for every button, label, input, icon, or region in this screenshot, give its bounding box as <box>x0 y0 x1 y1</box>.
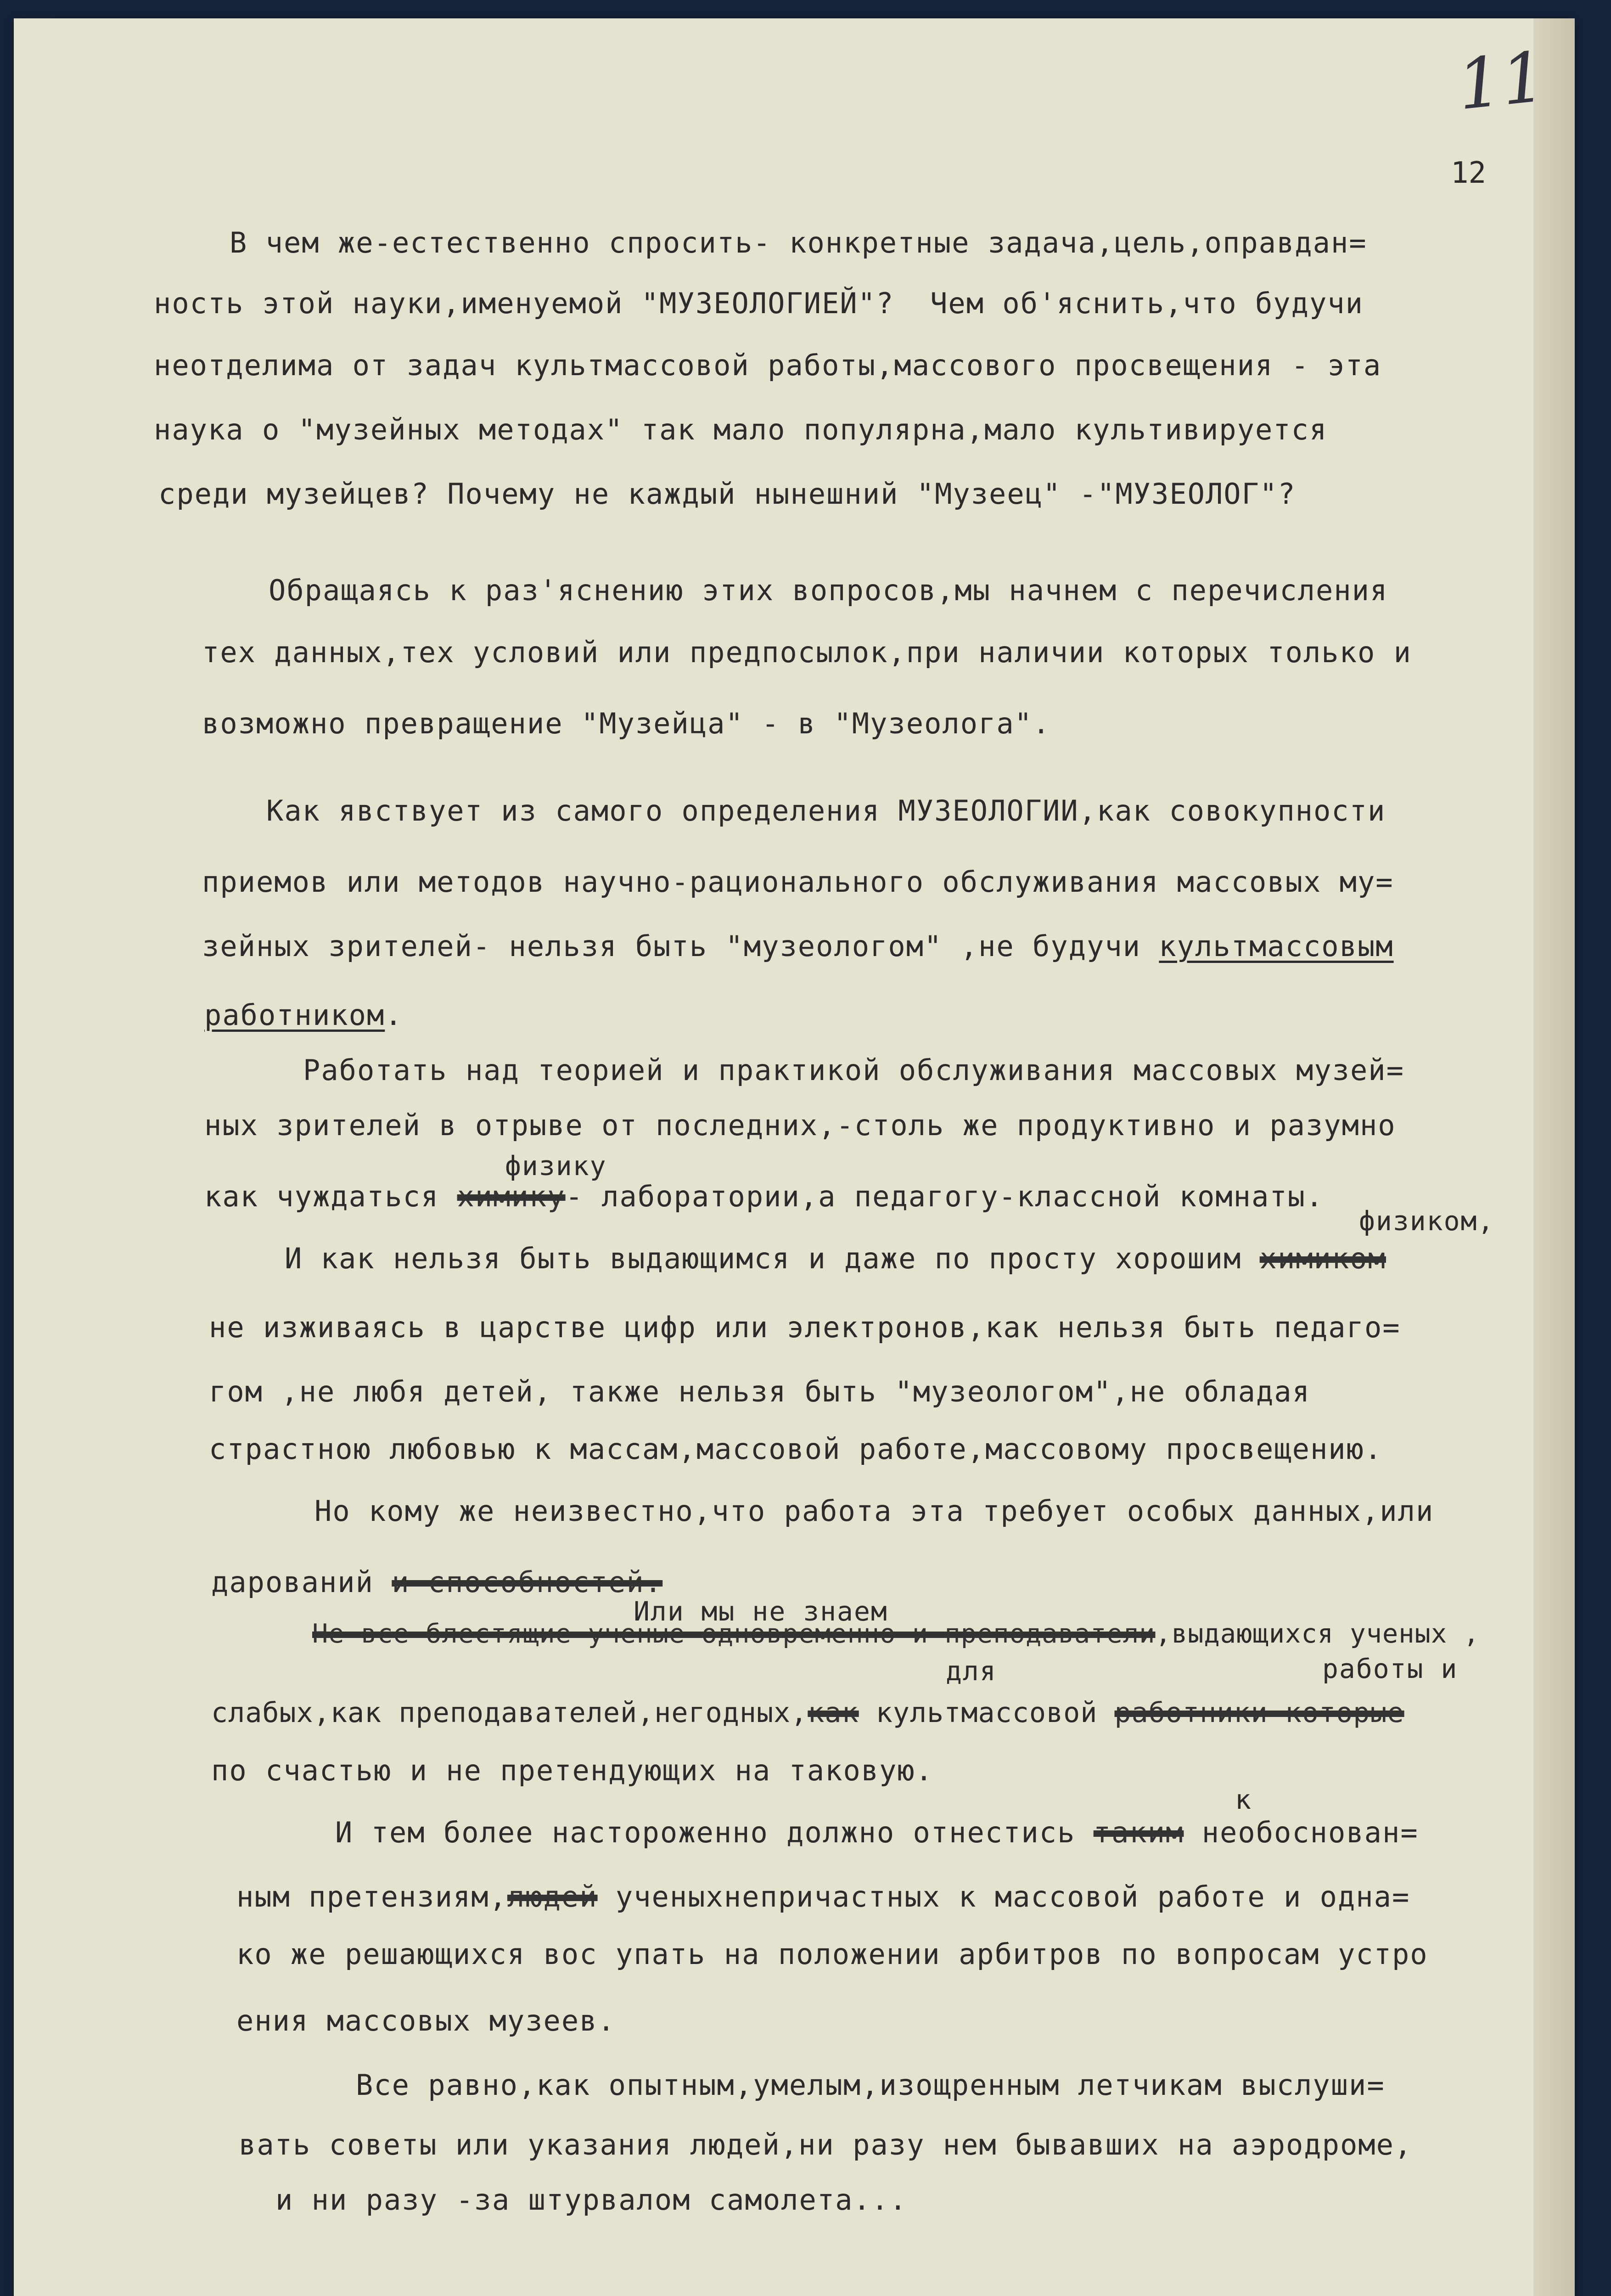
text-line: Обращаясь к раз'яснению этих вопросов,мы начнем с перечисления <box>269 574 1388 607</box>
handwritten-insertion: Или мы не знаем <box>634 1596 888 1627</box>
text-line <box>236 1880 1410 1913</box>
text-line: тех данных,тех условий или предпосылок,при наличии которых только и <box>202 636 1412 669</box>
text-span: - лаборатории,а педагогу-классной комнаты. <box>565 1180 1324 1213</box>
struck-word: и способностей. <box>392 1565 663 1599</box>
text-span: слабых,как преподавателей,негодных, <box>211 1697 808 1729</box>
folio-number: 11 <box>1454 37 1549 126</box>
text-line: вать советы или указания людей,ни разу нем бывавших на аэродроме, <box>239 2128 1413 2161</box>
page-edge <box>1533 18 1575 2296</box>
text-line <box>335 1818 1419 1847</box>
page-number: 12 <box>1451 156 1487 190</box>
underlined-word: культмассовым <box>1159 929 1394 963</box>
underlined-word: работником <box>204 998 385 1032</box>
text-line: ения массовых музеев. <box>236 2004 616 2037</box>
struck-word: химику <box>457 1180 566 1213</box>
handwritten-insertion: физиком, <box>1359 1205 1495 1237</box>
struck-sentence: Не все блестящие ученые одновременно и преподаватели <box>312 1619 1156 1649</box>
text-span: культмассово <box>859 1697 1081 1729</box>
text-span: ученых <box>597 1880 724 1913</box>
handwritten-insertion: к <box>1235 1784 1252 1815</box>
text-line: приемов или методов научно-рационального обслуживания массовых му= <box>202 865 1394 899</box>
struck-word: людей <box>507 1880 598 1913</box>
text-span: ным претензиям, <box>236 1880 507 1913</box>
text-span: И как нельзя быть выдающимся и даже по просту хорошим <box>285 1242 1260 1275</box>
text-line <box>285 1244 1386 1273</box>
text-line: Работать над теорией и практикой обслуживания массовых музей= <box>303 1053 1404 1087</box>
struck-word: химиком <box>1259 1242 1386 1275</box>
text-line: по счастью и не претендующих на таковую. <box>211 1754 934 1787</box>
text-span: ,выдающихся ученых , <box>1155 1619 1480 1649</box>
text-line <box>211 1699 1404 1727</box>
text-span: зейных зрителей- нельзя быть "музеологом" ,не будучи <box>202 929 1159 963</box>
text-line: среди музейцев? Почему не каждый нынешний "Музеец" -"МУЗЕОЛОГ"? <box>158 477 1296 511</box>
text-span: как чуждаться <box>204 1180 457 1213</box>
text-line: гом ,не любя детей, также нельзя быть "музеологом",не обладая <box>209 1375 1310 1408</box>
text-line <box>204 998 403 1032</box>
text-line: В чем же-естественно спросить- конкретные задача,цель,оправдан= <box>230 226 1367 259</box>
handwritten-insertion: для <box>946 1655 997 1687</box>
text-line: наука о "музейных методах" так мало популярна,мало культивируется <box>154 413 1328 446</box>
text-line: Как явствует из самого определения МУЗЕОЛОГИИ,как совокупности <box>266 794 1386 827</box>
struck-word: как <box>808 1697 859 1729</box>
text-span: й <box>1080 1697 1115 1729</box>
text-line: страстною любовью к массам,массовой работе,массовому просвещению. <box>209 1432 1383 1466</box>
text-line <box>202 929 1394 963</box>
struck-word: таким <box>1093 1816 1184 1849</box>
text-span: . <box>385 998 403 1032</box>
text-span: непричастных к массовой работе и одна= <box>724 1880 1410 1913</box>
handwritten-insertion: работы и <box>1322 1653 1458 1684</box>
text-line: и ни разу -за штурвалом самолета... <box>275 2183 908 2217</box>
text-line: неотделима от задач культмассовой работы,массового просвещения - эта <box>154 349 1382 382</box>
text-line: ных зрителей в отрыве от последних,-столь же продуктивно и разумно <box>204 1109 1396 1142</box>
text-span: дарований <box>211 1565 392 1599</box>
text-line: ко же решающихся вос упать на положении арбитров по вопросам устро <box>236 1937 1428 1971</box>
text-line: ность этой науки,именуемой "МУЗЕОЛОГИЕЙ"? Чем об'яснить,что будучи <box>154 287 1364 320</box>
text-line: Но кому же неизвестно,что работа эта требует особых данных,или <box>314 1494 1434 1528</box>
handwritten-insertion: физику <box>505 1150 607 1182</box>
text-line <box>312 1621 1480 1647</box>
text-line: возможно превращение "Музейца" - в "Музеолога". <box>202 707 1051 740</box>
text-line <box>211 1565 663 1599</box>
struck-word: работники которые <box>1114 1697 1404 1729</box>
text-line: Все равно,как опытным,умелым,изощренным летчикам выслуши= <box>356 2068 1385 2102</box>
text-line: не изживаясь в царстве цифр или электронов,как нельзя быть педаго= <box>209 1311 1401 1344</box>
text-line <box>204 1182 1324 1211</box>
text-span: И тем более настороженно должно отнестись <box>335 1816 1094 1849</box>
text-span: необоснован= <box>1184 1816 1419 1849</box>
